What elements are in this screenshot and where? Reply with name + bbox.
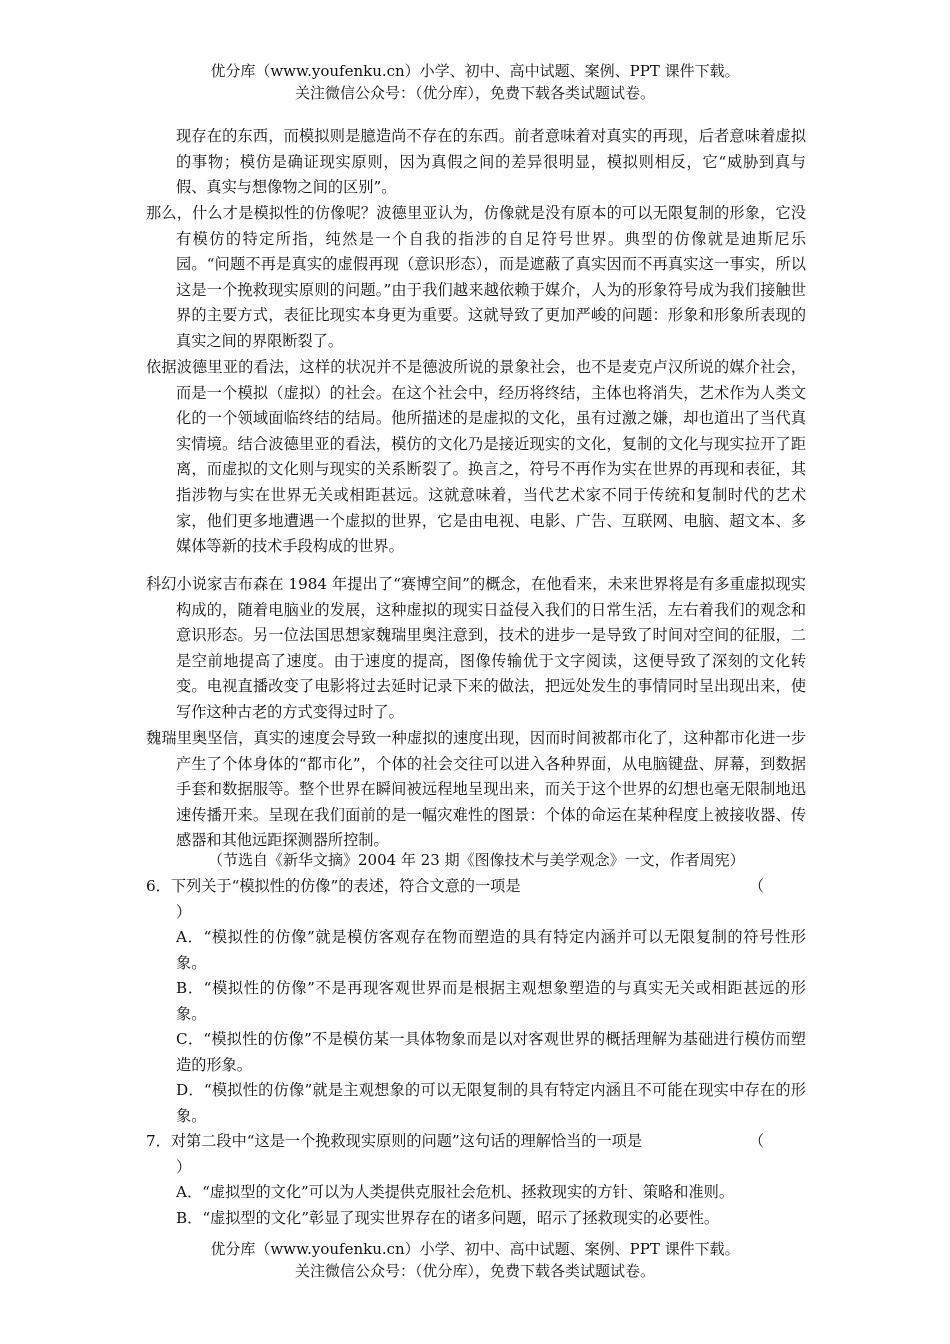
- header-line-1: 优分库（www.youfenku.cn）小学、初中、高中试题、案例、PPT 课件下载。: [210, 62, 740, 80]
- answer-paren-open: （: [748, 1132, 764, 1150]
- paragraph-simulation-society: 依据波德里亚的看法，这样的状况并不是德波所说的景象社会，也不是麦克卢汉所说的媒介社会，而是一个模拟（虚拟）的社会。在这个社会中，经历将终结，主体也将消失，艺术作为人类文化的一个领域面临终结的结局。他所描述的是虚拟的文化，虽有过激之嫌，却也道出了当代真实情境。结合波德里亚的看法，模仿的文化乃是接近现实的文化，复制的文化与现实拉开了距离，而虚拟的文化则与现实的关系断裂了。换言之，符号不再作为实在世界的再现和表征，其指涉物与实在世界无关或相距甚远。这就意味着，当代艺术家不同于传统和复制时代的艺术家，他们更多地遭遇一个虚拟的世界，它是由电视、电影、广告、互联网、电脑、超文本、多媒体等新的技术手段构成的世界。: [146, 358, 806, 556]
- question-7-option-b: B．“虚拟型的文化”彰显了现实世界存在的诸多问题，昭示了拯救现实的必要性。: [176, 1209, 720, 1227]
- paragraph-continuation: 现存在的东西，而模拟则是臆造尚不存在的东西。前者意味着对真实的再现，后者意味着虚拟的事物；模仿是确证现实原则，因为真假之间的差异很明显，模拟则相反，它“威胁到真与假、真实与想像物之间的区别”。: [176, 127, 806, 197]
- paragraph-cyberspace: 科幻小说家吉布森在 1984 年提出了“赛博空间”的概念，在他看来，未来世界将是有多重虚拟现实构成的，随着电脑业的发展，这种虚拟的现实日益侵入我们的日常生活，左右着我们的观念和意识形态。另一位法国思想家魏瑞里奥注意到，技术的进步一是导致了时间对空间的征服，二是空前地提高了速度。由于速度的提高，图像传输优于文字阅读，这便导致了深刻的文化转变。电视直播改变了电影将过去延时记录下来的做法，把远处发生的事情同时呈出现出来，使写作这种古老的方式变得过时了。: [146, 575, 806, 721]
- question-7-stem: 7．对第二段中“这是一个挽救现实原则的问题”这句话的理解恰当的一项是: [146, 1132, 643, 1150]
- question-6-stem: 6．下列关于“模拟性的仿像”的表述，符合文意的一项是: [146, 877, 521, 895]
- paragraph-virilio: 魏瑞里奥坚信，真实的速度会导致一种虚拟的速度出现，因而时间被都市化了，这种都市化进一步产生了个体身体的“都市化”，个体的社会交往可以进入各种界面，从电脑键盘、屏幕，到数据手套和数据服等。整个世界在瞬间被远程地呈现出来，而关于这个世界的幻想也毫无限制地迅速传播开来。呈现在我们面前的是一幅灾难性的图景：个体的命运在某种程度上被接收器、传感器和其他远距探测器所控制。: [146, 729, 806, 850]
- page-footer: [0, 1238, 950, 1282]
- footer-line-2: 关注微信公众号：（优分库），免费下载各类试题试卷。: [294, 1262, 655, 1280]
- question-6-option-a: A．“模拟性的仿像”就是模仿客观存在物而塑造的具有特定内涵并可以无限复制的符号性形象。: [176, 928, 806, 972]
- question-6-option-c: C．“模拟性的仿像”不是模仿某一具体物象而是以对客观世界的概括理解为基础进行模仿而塑造的形象。: [176, 1030, 806, 1074]
- answer-paren-close: ）: [176, 902, 192, 921]
- question-6: [146, 874, 806, 925]
- footer-line-1: 优分库（www.youfenku.cn）小学、初中、高中试题、案例、PPT 课件下载。: [210, 1240, 740, 1258]
- question-6-option-d: D．“模拟性的仿像”就是主观想象的可以无限复制的具有特定内涵且不可能在现实中存在的形象。: [176, 1081, 806, 1125]
- source-citation: （节选自《新华文摘》2004 年 23 期《图像技术与美学观念》一文，作者周宪）: [208, 851, 745, 869]
- question-7-option-a: A．“虚拟型的文化”可以为人类提供克服社会危机、拯救现实的方针、策略和准则。: [176, 1183, 735, 1201]
- question-7: [146, 1129, 806, 1180]
- answer-paren-open: （: [748, 877, 764, 895]
- answer-paren-close: ）: [176, 1157, 192, 1176]
- header-line-2: 关注微信公众号：（优分库），免费下载各类试题试卷。: [294, 84, 655, 102]
- page-header: [0, 60, 950, 104]
- paragraph-simulacrum-definition: 那么，什么才是模拟性的仿像呢？波德里亚认为，仿像就是没有原本的可以无限复制的形象，它没有模仿的特定所指，纯然是一个自我的指涉的自足符号世界。典型的仿像就是迪斯尼乐园。“问题不再是真实的虚假再现（意识形态），而是遮蔽了真实因而不再真实这一事实，所以这是一个挽救现实原则的问题。”由于我们越来越依赖于媒介，人为的形象符号成为我们接触世界的主要方式，表征比现实本身更为重要。这就导致了更加严峻的问题：形象和形象所表现的真实之间的界限断裂了。: [146, 204, 806, 350]
- question-6-option-b: B．“模拟性的仿像”不是再现客观世界而是根据主观想象塑造的与真实无关或相距甚远的形象。: [176, 979, 806, 1023]
